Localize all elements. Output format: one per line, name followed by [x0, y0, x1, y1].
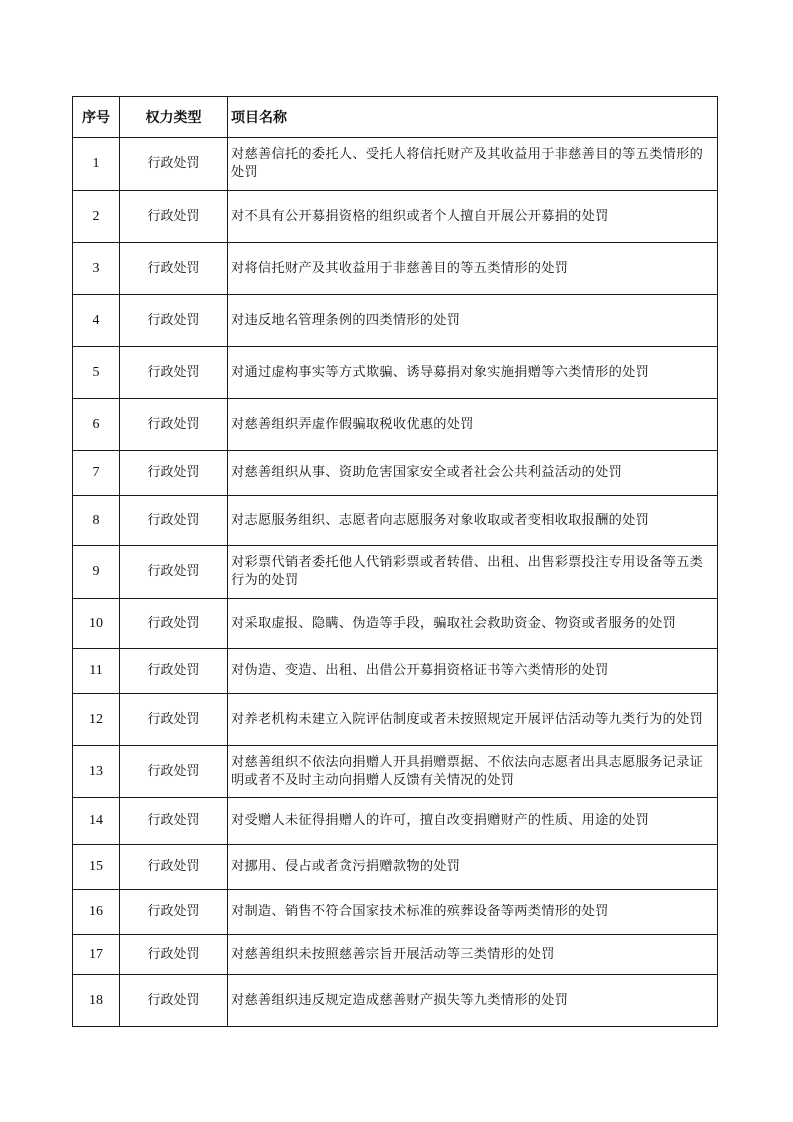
table-row [73, 746, 718, 798]
row-number: 1 [73, 138, 120, 191]
row-item-name: 对慈善组织不依法向捐赠人开具捐赠票据、不依法向志愿者出具志愿服务记录证明或者不及时主动向捐赠人反馈有关情况的处罚 [228, 746, 718, 798]
row-power-type: 行政处罚 [120, 798, 228, 845]
table-row [73, 138, 718, 191]
row-power-type: 行政处罚 [120, 546, 228, 599]
row-number: 16 [73, 890, 120, 935]
table-body [73, 138, 718, 1027]
row-item-name: 对慈善组织未按照慈善宗旨开展活动等三类情形的处罚 [228, 935, 718, 975]
row-power-type: 行政处罚 [120, 191, 228, 243]
row-power-type: 行政处罚 [120, 845, 228, 890]
header-no: 序号 [73, 97, 120, 138]
table-row [73, 845, 718, 890]
row-item-name: 对养老机构未建立入院评估制度或者未按照规定开展评估活动等九类行为的处罚 [228, 694, 718, 746]
row-power-type: 行政处罚 [120, 694, 228, 746]
row-power-type: 行政处罚 [120, 243, 228, 295]
row-number: 14 [73, 798, 120, 845]
table-row [73, 243, 718, 295]
row-item-name: 对制造、销售不符合国家技术标准的殡葬设备等两类情形的处罚 [228, 890, 718, 935]
table-row [73, 399, 718, 451]
row-number: 15 [73, 845, 120, 890]
row-power-type: 行政处罚 [120, 746, 228, 798]
table-row [73, 599, 718, 649]
row-item-name: 对采取虚报、隐瞒、伪造等手段，骗取社会救助资金、物资或者服务的处罚 [228, 599, 718, 649]
row-number: 17 [73, 935, 120, 975]
row-number: 5 [73, 347, 120, 399]
table-row [73, 451, 718, 496]
row-number: 8 [73, 496, 120, 546]
row-number: 12 [73, 694, 120, 746]
header-power-type: 权力类型 [120, 97, 228, 138]
table-row [73, 890, 718, 935]
table-row [73, 935, 718, 975]
row-power-type: 行政处罚 [120, 975, 228, 1027]
row-item-name: 对慈善组织从事、资助危害国家安全或者社会公共利益活动的处罚 [228, 451, 718, 496]
row-item-name: 对通过虚构事实等方式欺骗、诱导募捐对象实施捐赠等六类情形的处罚 [228, 347, 718, 399]
table-row [73, 649, 718, 694]
row-number: 7 [73, 451, 120, 496]
header-item-name: 项目名称 [228, 97, 718, 138]
table-row [73, 694, 718, 746]
row-number: 10 [73, 599, 120, 649]
table-row [73, 496, 718, 546]
row-number: 18 [73, 975, 120, 1027]
row-number: 2 [73, 191, 120, 243]
row-power-type: 行政处罚 [120, 347, 228, 399]
row-item-name: 对挪用、侵占或者贪污捐赠款物的处罚 [228, 845, 718, 890]
table-row [73, 295, 718, 347]
table-row [73, 347, 718, 399]
row-item-name: 对彩票代销者委托他人代销彩票或者转借、出租、出售彩票投注专用设备等五类行为的处罚 [228, 546, 718, 599]
row-power-type: 行政处罚 [120, 890, 228, 935]
row-item-name: 对不具有公开募捐资格的组织或者个人擅自开展公开募捐的处罚 [228, 191, 718, 243]
row-item-name: 对慈善信托的委托人、受托人将信托财产及其收益用于非慈善目的等五类情形的处罚 [228, 138, 718, 191]
row-number: 3 [73, 243, 120, 295]
row-power-type: 行政处罚 [120, 496, 228, 546]
table-row [73, 798, 718, 845]
power-list-table [72, 96, 718, 1027]
table-row [73, 546, 718, 599]
row-item-name: 对慈善组织弄虚作假骗取税收优惠的处罚 [228, 399, 718, 451]
row-power-type: 行政处罚 [120, 599, 228, 649]
row-number: 4 [73, 295, 120, 347]
row-item-name: 对违反地名管理条例的四类情形的处罚 [228, 295, 718, 347]
row-item-name: 对受赠人未征得捐赠人的许可，擅自改变捐赠财产的性质、用途的处罚 [228, 798, 718, 845]
row-power-type: 行政处罚 [120, 649, 228, 694]
table-row [73, 191, 718, 243]
row-power-type: 行政处罚 [120, 138, 228, 191]
row-power-type: 行政处罚 [120, 451, 228, 496]
row-number: 13 [73, 746, 120, 798]
row-item-name: 对慈善组织违反规定造成慈善财产损失等九类情形的处罚 [228, 975, 718, 1027]
row-number: 11 [73, 649, 120, 694]
row-power-type: 行政处罚 [120, 295, 228, 347]
table-header-row [73, 97, 718, 138]
row-power-type: 行政处罚 [120, 399, 228, 451]
row-number: 6 [73, 399, 120, 451]
row-item-name: 对志愿服务组织、志愿者向志愿服务对象收取或者变相收取报酬的处罚 [228, 496, 718, 546]
row-item-name: 对伪造、变造、出租、出借公开募捐资格证书等六类情形的处罚 [228, 649, 718, 694]
row-number: 9 [73, 546, 120, 599]
row-power-type: 行政处罚 [120, 935, 228, 975]
row-item-name: 对将信托财产及其收益用于非慈善目的等五类情形的处罚 [228, 243, 718, 295]
table-row [73, 975, 718, 1027]
